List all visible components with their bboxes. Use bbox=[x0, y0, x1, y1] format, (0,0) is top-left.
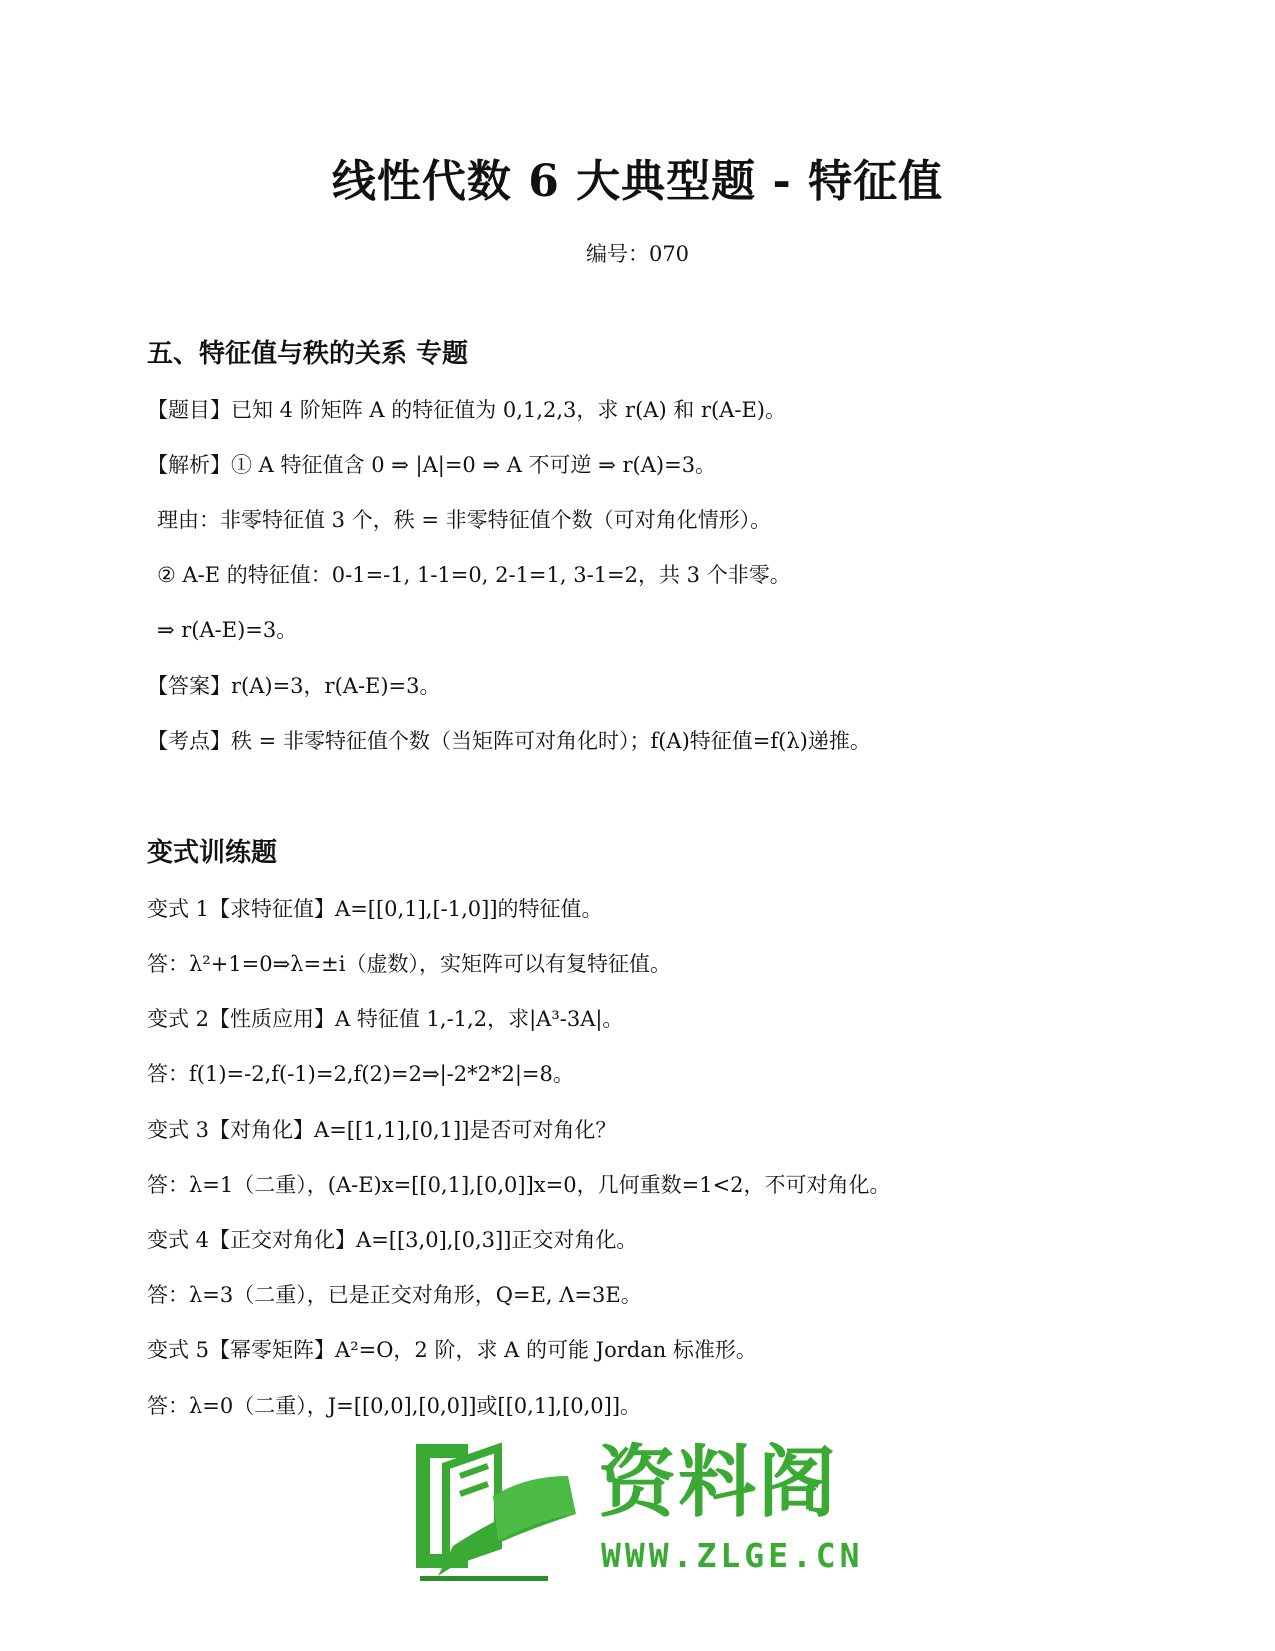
variant-3-answer: 答：λ=1（二重），(A-E)x=[[0,1],[0,0]]x=0，几何重数=1<2，不可对角化。 bbox=[147, 1173, 891, 1197]
watermark-logo bbox=[398, 1436, 864, 1581]
variant-1-question: 变式 1【求特征值】A=[[0,1],[-1,0]]的特征值。 bbox=[147, 897, 603, 921]
serial-number bbox=[0, 238, 1275, 268]
variant-2-answer: 答：f(1)=-2,f(-1)=2,f(2)=2⇒|-2*2*2|=8。 bbox=[147, 1062, 574, 1086]
variant-5-question: 变式 5【幂零矩阵】A²=O，2 阶，求 A 的可能 Jordan 标准形。 bbox=[147, 1338, 757, 1362]
variant-5-answer: 答：λ=0（二重），J=[[0,0],[0,0]]或[[0,1],[0,0]]。 bbox=[147, 1394, 642, 1418]
variant-4-answer: 答：λ=3（二重），已是正交对角形，Q=E, Λ=3E。 bbox=[147, 1283, 642, 1307]
watermark-brand-name: 资料阁 bbox=[598, 1438, 839, 1528]
key-point-line: 【考点】秩 = 非零特征值个数（当矩阵可对角化时）；f(A)特征值=f(λ)递推。 bbox=[147, 729, 871, 753]
variant-2-question: 变式 2【性质应用】A 特征值 1,-1,2，求|A³-3A|。 bbox=[147, 1007, 624, 1031]
variant-4-question: 变式 4【正交对角化】A=[[3,0],[0,3]]正交对角化。 bbox=[147, 1228, 638, 1252]
variant-3-question: 变式 3【对角化】A=[[1,1],[0,1]]是否可对角化？ bbox=[147, 1118, 617, 1142]
answer-line: 【答案】r(A)=3，r(A-E)=3。 bbox=[147, 674, 441, 698]
question-line: 【题目】已知 4 阶矩阵 A 的特征值为 0,1,2,3，求 r(A) 和 r(A-E)。 bbox=[147, 398, 787, 422]
open-book-icon bbox=[398, 1436, 583, 1581]
analysis-line: 【解析】① A 特征值含 0 ⇒ |A|=0 ⇒ A 不可逆 ⇒ r(A)=3。 bbox=[147, 453, 717, 477]
watermark-brand-url: WWW.ZLGE.CN bbox=[601, 1536, 864, 1575]
analysis-step-2-line: ② A-E 的特征值：0-1=-1, 1-1=0, 2-1=1, 3-1=2，共 3 个非零。 bbox=[157, 563, 791, 587]
document-title: 线性代数 6 大典型题 - 特征值 bbox=[331, 156, 944, 207]
section-heading: 五、特征值与秩的关系 专题 bbox=[147, 339, 469, 369]
variant-1-answer: 答：λ²+1=0⇒λ=±i（虚数），实矩阵可以有复特征值。 bbox=[147, 952, 671, 976]
reason-line: 理由：非零特征值 3 个，秩 = 非零特征值个数（可对角化情形）。 bbox=[157, 508, 772, 532]
serial-label: 编号： bbox=[585, 242, 649, 266]
serial-value: 070 bbox=[648, 242, 690, 266]
variants-heading: 变式训练题 bbox=[147, 838, 278, 868]
conclusion-line: ⇒ r(A-E)=3。 bbox=[157, 618, 298, 642]
